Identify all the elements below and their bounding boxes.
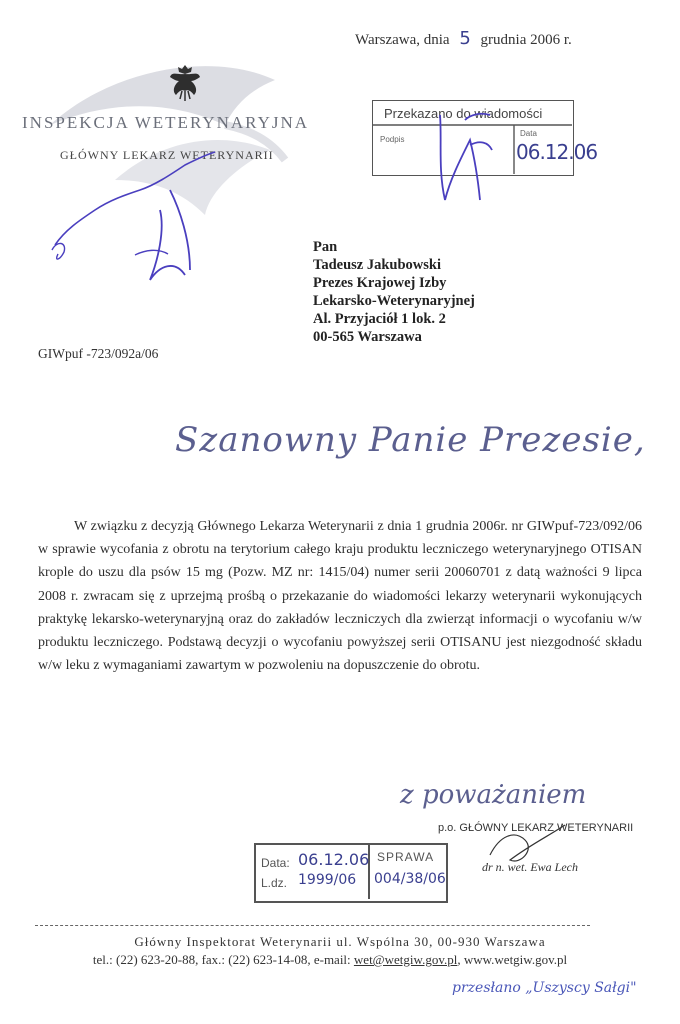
registry-data-value: 06.12.06 [298, 850, 370, 869]
received-stamp-data-label: Data [520, 129, 537, 138]
registry-data-label: Data: [261, 856, 290, 870]
reference-number: GIWpuf -723/092a/06 [38, 346, 159, 361]
footer-phone-fax: tel.: (22) 623-20-88, fax.: (22) 623-14-08, e-mail: [92, 952, 351, 967]
registry-sprawa-value: 004/38/06 [374, 871, 446, 887]
institution-name: INSPEKCJA WETERYNARYJNA [22, 113, 310, 132]
footer-contacts [0, 952, 660, 968]
recipient-line: Al. Przyjaciół 1 lok. 2 [313, 311, 446, 327]
registry-sprawa-label: SPRAWA [377, 850, 435, 864]
registry-ldz-label: L.dz. [261, 876, 288, 890]
registry-ldz-value: 1999/06 [298, 872, 357, 888]
date-suffix: grudnia 2006 r. [480, 32, 572, 48]
received-stamp-signature [420, 100, 510, 210]
received-stamp-title: Przekazano do wiadomości [384, 106, 543, 121]
recipient-line: Tadeusz Jakubowski [313, 257, 442, 273]
recipient-line: Lekarsko-Weterynaryjnej [313, 293, 475, 309]
letter-date [355, 28, 572, 49]
recipient-line: Prezes Krajowej Izby [313, 275, 447, 291]
date-day-handwritten: 5 [459, 28, 471, 49]
handwritten-closing: z poważaniem [400, 780, 587, 810]
footer-divider [35, 925, 590, 926]
date-prefix: Warszawa, dnia [355, 32, 450, 48]
letter-body [38, 515, 642, 677]
signature-name: dr n. wet. Ewa Lech [482, 860, 578, 874]
footer-address: Główny Inspektorat Weterynarii ul. Wspólna 30, 00-930 Warszawa [134, 934, 546, 949]
recipient-address [313, 238, 475, 346]
footer-website: , www.wetgiw.gov.pl [457, 952, 568, 967]
institution-subtitle: GŁÓWNY LEKARZ WETERYNARII [60, 148, 274, 162]
received-stamp-date: 06.12.06 [516, 140, 598, 164]
signature-role: p.o. GŁÓWNY LEKARZ WETERYNARII [438, 822, 634, 834]
received-stamp-podpis-label: Podpis [380, 135, 405, 144]
recipient-line: 00-565 Warszawa [313, 329, 422, 345]
recipient-line: Pan [313, 239, 338, 255]
handwritten-footer-note: przesłano „Uszyscy Sałgi" [452, 980, 637, 996]
handwritten-salutation: Szanowny Panie Prezesie, [175, 420, 646, 460]
body-paragraph: W związku z decyzją Głównego Lekarza Weterynarii z dnia 1 grudnia 2006r. nr GIWpuf-723/092/06 w sprawie wycofania z obrotu na terytorium całego kraju produktu leczniczego weterynaryjnego OTISAN krople do uszu dla psów 15 mg (Pozw. MZ nr: 1415/04) numer serii 20060701 z datą ważności 9 lipca 2008 r. zwracam się z uprzejmą prośbą o przekazanie do wiadomości lekarzy weterynarii wykonujących praktykę lekarsko-weterynaryjną oraz do zakładów leczniczych dla zwierząt informacji o wycofaniu w/w produktu leczniczego. Podstawą decyzji o wycofaniu powyższej serii OTISANU jest niezgodność składu w/w leku z wymaganiami zawartym w pozwoleniu na dopuszczenie do obrotu. [38, 519, 642, 674]
footer-email-link[interactable]: wet@wetgiw.gov.pl [353, 952, 458, 967]
handwritten-annotation-scribble [40, 150, 260, 290]
